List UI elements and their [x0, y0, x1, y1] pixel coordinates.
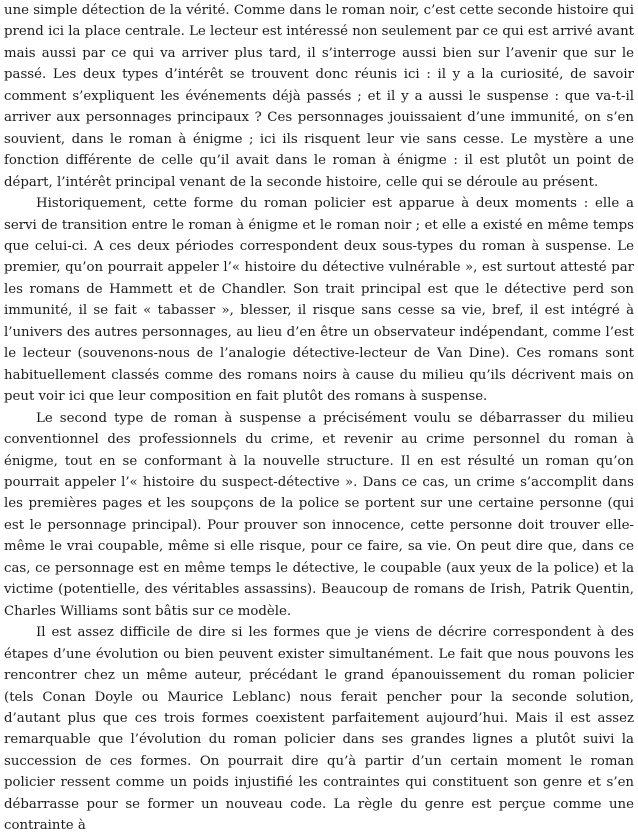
paragraph-4: Il est assez difficile de dire si les formes que je viens de décrire correspondent à des étapes d’une évolution ou bien peuvent exister simultanément. Le fait que nous pouvons les rencontrer chez un même auteur, précédant le grand épanouissement du roman policier (tels Conan Doyle ou Maurice Leblanc) nous ferait pencher pour la seconde solution, d’autant plus que ces trois formes coexistent parfaitement aujourd’hui. Mais il est assez remarquable que l’évolution du roman policier dans ses grandes lignes a plutôt suivi la succession de ces formes. On pourrait dire qu’à partir d’un certain moment le roman policier ressent comme un poids injustifié les contraintes qui constituent son genre et s’en débarrasse pour se former un nouveau code. La règle du genre est perçue comme une contrainte à — [4, 625, 634, 834]
document-body — [4, 0, 634, 837]
paragraph-3: Le second type de roman à suspense a précisément voulu se débarrasser du milieu conventionnel des professionnels du crime, et revenir au crime personnel du roman à énigme, tout en se conformant à la nouvelle structure. Il en est résulté un roman qu’on pourrait appeler l’« histoire du suspect-détective ». Dans ce cas, un crime s’accomplit dans les premières pages et les soupçons de la police se portent sur une certaine personne (qui est le personnage principal). Pour prouver son innocence, cette personne doit trouver elle-même le vrai coupable, même si elle risque, pour ce faire, sa vie. On peut dire que, dans ce cas, ce personnage est en même temps le détective, le coupable (aux yeux de la police) et la victime (potentielle, des véritables assassins). Beaucoup de romans de Irish, Patrik Quentin, Charles Williams sont bâtis sur ce modèle. — [4, 410, 634, 619]
paragraph-2: Historiquement, cette forme du roman policier est apparue à deux moments : elle a servi de transition entre le roman à énigme et le roman noir ; et elle a existé en même temps que celui-ci. A ces deux périodes correspondent deux sous-types du roman à suspense. Le premier, qu’on pourrait appeler l’« histoire du détective vulnérable », est surtout attesté par les romans de Hammett et de Chandler. Son trait principal est que le détective perd son immunité, il se fait « tabasser », blesser, il risque sans cesse sa vie, bref, il est intégré à l’univers des autres personnages, au lieu d’en être un observateur indépendant, comme l’est le lecteur (souvenons-nous de l’analogie détective-lecteur de Van Dine). Ces romans sont habituellement classés comme des romans noirs à cause du milieu qu’ils décrivent mais on peut voir ici que leur composition en fait plutôt des romans à suspense. — [4, 196, 634, 405]
paragraph-1: une simple détection de la vérité. Comme dans le roman noir, c’est cette seconde histoire qui prend ici la place centrale. Le lecteur est intéressé non seulement par ce qui est arrivé avant mais aussi par ce qui va arriver plus tard, il s’interroge aussi bien sur l’avenir que sur le passé. Les deux types d’intérêt se trouvent donc réunis ici : il y a la curiosité, de savoir comment s’expliquent les événements déjà passés ; et il y a aussi le suspense : que va-t-il arriver aux personnages principaux ? Ces personnages jouissaient d’une immunité, on s’en souvient, dans le roman à énigme ; ici ils risquent leur vie sans cesse. Le mystère a une fonction différente de celle qu’il avait dans le roman à énigme : il est plutôt un point de départ, l’intérêt principal venant de la seconde histoire, celle qui se déroule au présent. — [4, 3, 634, 190]
